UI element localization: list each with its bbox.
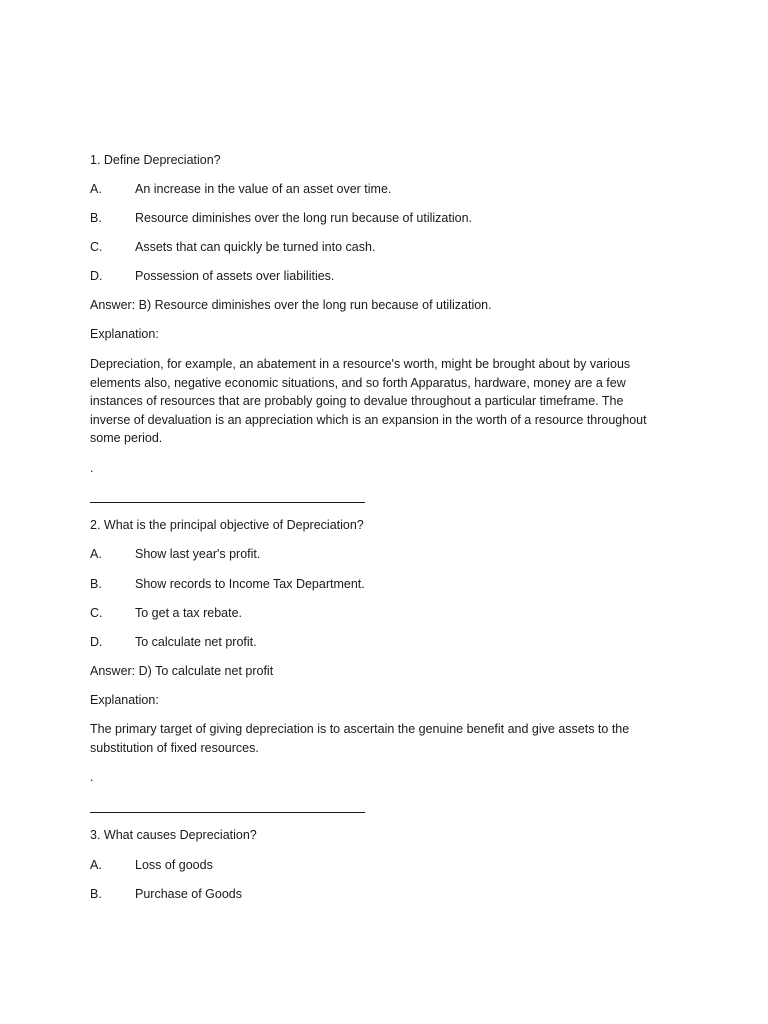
q2-explanation-label: Explanation: xyxy=(90,693,159,707)
question-1-title: 1. Define Depreciation? xyxy=(90,153,221,167)
q3-option-a-text: Loss of goods xyxy=(135,858,213,872)
q1-option-d-letter: D. xyxy=(90,269,103,283)
q2-option-b-text: Show records to Income Tax Department. xyxy=(135,577,365,591)
q2-option-d-letter: D. xyxy=(90,635,103,649)
q1-option-c-text: Assets that can quickly be turned into cash. xyxy=(135,240,376,254)
q3-option-a-letter: A. xyxy=(90,858,102,872)
q1-option-a-text: An increase in the value of an asset over time. xyxy=(135,182,392,196)
q2-option-a-letter: A. xyxy=(90,547,102,561)
q1-option-d-text: Possession of assets over liabilities. xyxy=(135,269,335,283)
question-2-title: 2. What is the principal objective of Depreciation? xyxy=(90,518,364,532)
separator-line-2 xyxy=(90,812,365,813)
q1-dot: . xyxy=(90,461,94,475)
q2-explanation-text: The primary target of giving depreciation is to ascertain the genuine benefit and give assets to the substitution of fixed resources. xyxy=(90,722,630,755)
q1-option-a-letter: A. xyxy=(90,182,102,196)
q2-option-c-text: To get a tax rebate. xyxy=(135,606,243,620)
q1-option-b-letter: B. xyxy=(90,211,102,225)
q1-answer: Answer: B) Resource diminishes over the long run because of utilization. xyxy=(90,298,492,312)
question-3-title: 3. What causes Depreciation? xyxy=(90,828,257,842)
separator-line-1 xyxy=(90,502,365,503)
q2-dot: . xyxy=(90,770,94,784)
q2-answer: Answer: D) To calculate net profit xyxy=(90,664,274,678)
q2-option-c-letter: C. xyxy=(90,606,103,620)
q3-option-b-text: Purchase of Goods xyxy=(135,887,243,901)
q1-explanation-label: Explanation: xyxy=(90,327,159,341)
q2-option-b-letter: B. xyxy=(90,577,102,591)
q2-option-d-text: To calculate net profit. xyxy=(135,635,257,649)
q1-option-b-text: Resource diminishes over the long run because of utilization. xyxy=(135,211,472,225)
q1-explanation-text: Depreciation, for example, an abatement in a resource's worth, might be brought about by various elements also, negative economic situations, and so forth Apparatus, hardware, money are a few instances of resources that are probably going to devalue throughout a particular timeframe. The inverse of devaluation is an appreciation which is an expansion in the worth of a resource throughout some period. xyxy=(90,357,647,445)
q2-option-a-text: Show last year's profit. xyxy=(135,547,261,561)
q1-option-c-letter: C. xyxy=(90,240,103,254)
q3-option-b-letter: B. xyxy=(90,887,102,901)
